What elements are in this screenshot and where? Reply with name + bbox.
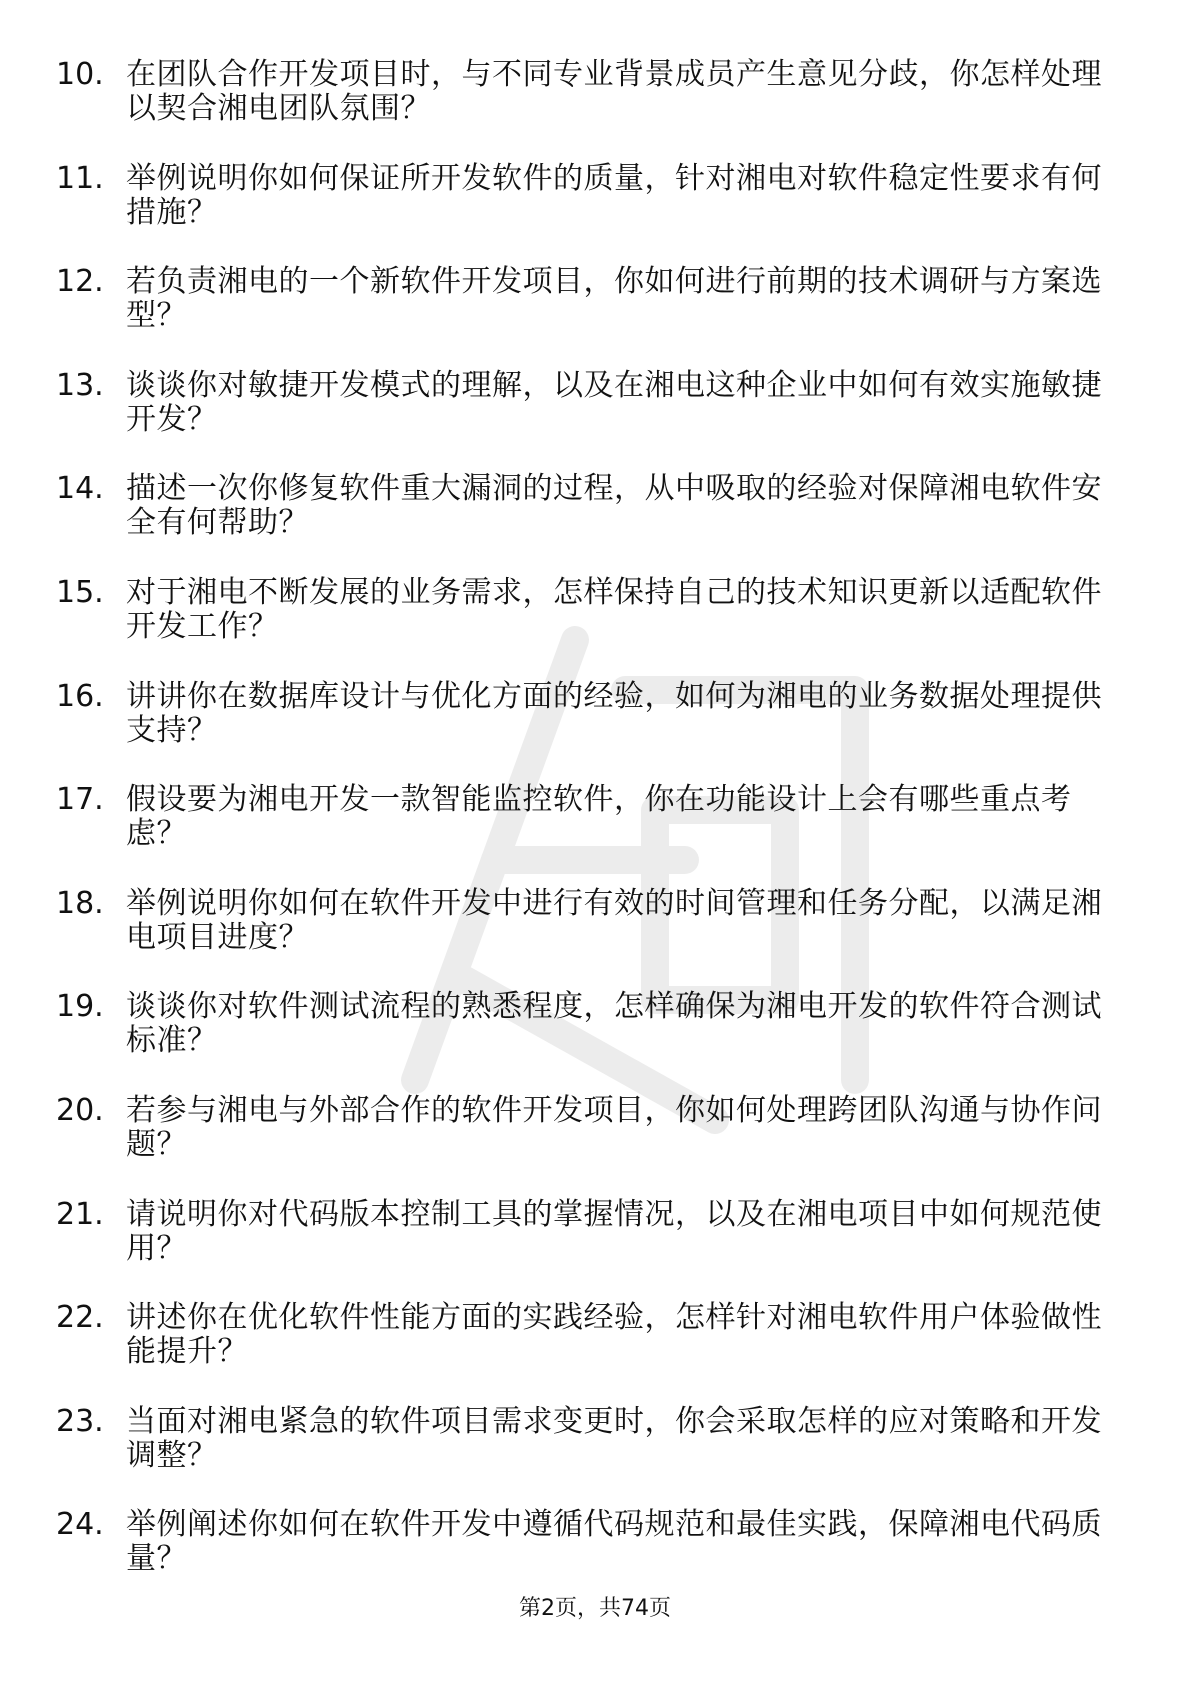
question-item [56,58,1136,162]
question-item [56,369,1136,473]
question-number: 24. [56,1507,104,1543]
question-number: 12. [56,264,104,300]
question-number: 22. [56,1300,104,1336]
question-text: 对于湘电不断发展的业务需求，怎样保持自己的技术知识更新以适配软件开发工作？ [126,574,1102,644]
question-item [56,265,1136,369]
question-list [56,58,1136,1612]
question-text: 当面对湘电紧急的软件项目需求变更时，你会采取怎样的应对策略和开发调整？ [126,1403,1102,1473]
question-text: 谈谈你对敏捷开发模式的理解，以及在湘电这种企业中如何有效实施敏捷开发？ [126,367,1102,437]
page-indicator: 第2页，共74页 [519,1596,671,1621]
question-text: 讲述你在优化软件性能方面的实践经验，怎样针对湘电软件用户体验做性能提升？ [126,1300,1102,1370]
question-number: 20. [56,1092,104,1128]
question-number: 17. [56,782,104,818]
question-text: 若负责湘电的一个新软件开发项目，你如何进行前期的技术调研与方案选型？ [126,264,1102,334]
question-text: 假设要为湘电开发一款智能监控软件，你在功能设计上会有哪些重点考虑？ [126,782,1072,852]
question-text: 请说明你对代码版本控制工具的掌握情况，以及在湘电项目中如何规范使用？ [126,1196,1102,1266]
question-text: 举例说明你如何在软件开发中进行有效的时间管理和任务分配，以满足湘电项目进度？ [126,885,1102,955]
question-item [56,576,1136,680]
question-item [56,680,1136,784]
question-text: 举例阐述你如何在软件开发中遵循代码规范和最佳实践，保障湘电代码质量？ [126,1507,1102,1577]
question-text: 描述一次你修复软件重大漏洞的过程，从中吸取的经验对保障湘电软件安全有何帮助？ [126,471,1102,541]
question-number: 13. [56,367,104,403]
question-item [56,472,1136,576]
question-text: 举例说明你如何保证所开发软件的质量，针对湘电对软件稳定性要求有何措施？ [126,160,1102,230]
question-item [56,162,1136,266]
question-number: 16. [56,678,104,714]
question-item [56,887,1136,991]
question-number: 21. [56,1196,104,1232]
question-text: 谈谈你对软件测试流程的熟悉程度，怎样确保为湘电开发的软件符合测试标准？ [126,989,1102,1059]
question-text: 讲讲你在数据库设计与优化方面的经验，如何为湘电的业务数据处理提供支持？ [126,678,1102,748]
question-item [56,1094,1136,1198]
question-item [56,990,1136,1094]
question-number: 10. [56,57,104,92]
question-number: 14. [56,471,104,507]
question-item [56,1405,1136,1509]
question-item [56,783,1136,887]
question-number: 19. [56,989,104,1025]
question-number: 15. [56,574,104,610]
question-number: 18. [56,885,104,921]
question-number: 11. [56,160,104,196]
question-text: 在团队合作开发项目时，与不同专业背景成员产生意见分歧，你怎样处理以契合湘电团队氛围？ [126,57,1102,126]
question-text: 若参与湘电与外部合作的软件开发项目，你如何处理跨团队沟通与协作问题？ [126,1092,1102,1162]
question-item [56,1301,1136,1405]
question-item [56,1198,1136,1302]
question-number: 23. [56,1403,104,1439]
